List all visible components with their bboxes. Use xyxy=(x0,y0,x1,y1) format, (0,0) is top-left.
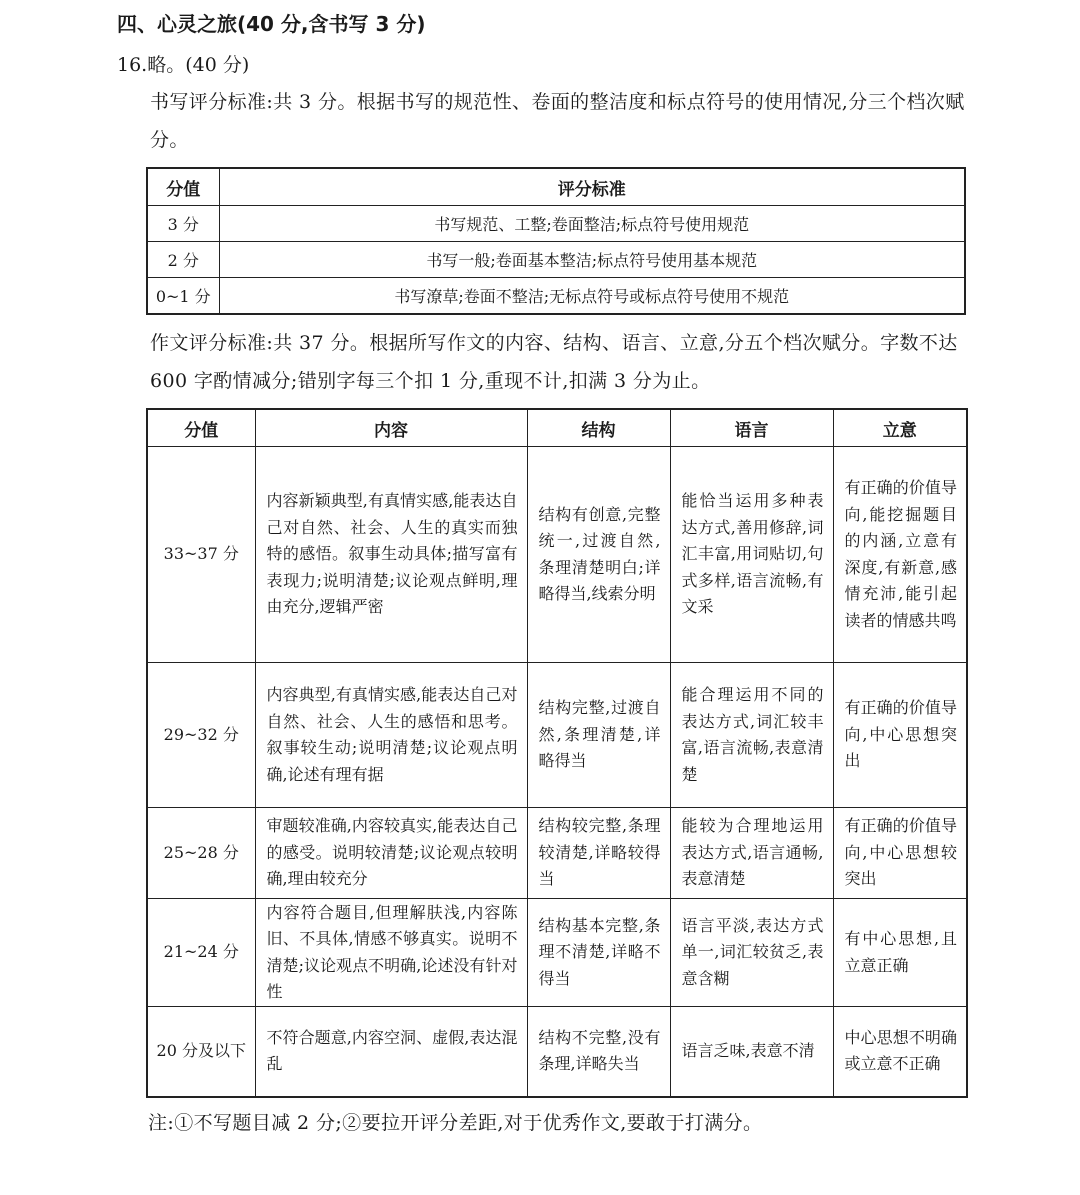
writing-criteria-intro: 书写评分标准:共 3 分。根据书写的规范性、卷面的整洁度和标点符号的使用情况,分三个档次赋分。 xyxy=(150,91,965,151)
score-cell: 33~37 分 xyxy=(147,447,255,663)
language-cell: 能合理运用不同的表达方式,词汇较丰富,语言流畅,表意清楚 xyxy=(670,663,833,808)
header-score: 分值 xyxy=(147,168,219,206)
theme-cell: 中心思想不明确或立意不正确 xyxy=(833,1007,967,1097)
language-cell: 语言乏味,表意不清 xyxy=(670,1007,833,1097)
table-row xyxy=(147,808,967,899)
question-16: 16.略。(40 分) xyxy=(117,54,250,76)
structure-cell: 结构较完整,条理较清楚,详略较得当 xyxy=(527,808,670,899)
theme-cell: 有中心思想,且立意正确 xyxy=(833,899,967,1007)
content-cell: 审题较准确,内容较真实,能表达自己的感受。说明较清楚;议论观点较明确,理由较充分 xyxy=(255,808,527,899)
theme-cell: 有正确的价值导向,中心思想较突出 xyxy=(833,808,967,899)
table-row xyxy=(147,899,967,1007)
footnote: 注:①不写题目减 2 分;②要拉开评分差距,对于优秀作文,要敢于打满分。 xyxy=(148,1112,763,1134)
header-score: 分值 xyxy=(147,409,255,447)
essay-score-table xyxy=(146,408,968,1098)
header-structure: 结构 xyxy=(527,409,670,447)
table-row xyxy=(147,663,967,808)
writing-score-table xyxy=(146,167,966,315)
content-cell: 内容典型,有真情实感,能表达自己对自然、社会、人生的感悟和思考。叙事较生动;说明清楚;议论观点明确,论述有理有据 xyxy=(255,663,527,808)
score-cell: 20 分及以下 xyxy=(147,1007,255,1097)
language-cell: 语言平淡,表达方式单一,词汇较贫乏,表意含糊 xyxy=(670,899,833,1007)
criteria-cell: 书写规范、工整;卷面整洁;标点符号使用规范 xyxy=(219,206,965,242)
table-header-row xyxy=(147,409,967,447)
structure-cell: 结构完整,过渡自然,条理清楚,详略得当 xyxy=(527,663,670,808)
table-row xyxy=(147,1007,967,1097)
table-header-row xyxy=(147,168,965,206)
theme-cell: 有正确的价值导向,中心思想突出 xyxy=(833,663,967,808)
content-cell: 不符合题意,内容空洞、虚假,表达混乱 xyxy=(255,1007,527,1097)
structure-cell: 结构有创意,完整统一,过渡自然,条理清楚明白;详略得当,线索分明 xyxy=(527,447,670,663)
language-cell: 能较为合理地运用表达方式,语言通畅,表意清楚 xyxy=(670,808,833,899)
section-title: 四、心灵之旅(40 分,含书写 3 分) xyxy=(117,12,426,36)
essay-criteria-intro: 作文评分标准:共 37 分。根据所写作文的内容、结构、语言、立意,分五个档次赋分。字数不达 600 字酌情减分;错别字每三个扣 1 分,重现不计,扣满 3 分为止。 xyxy=(150,332,958,392)
criteria-cell: 书写潦草;卷面不整洁;无标点符号或标点符号使用不规范 xyxy=(219,278,965,315)
score-cell: 29~32 分 xyxy=(147,663,255,808)
table-row xyxy=(147,447,967,663)
structure-cell: 结构不完整,没有条理,详略失当 xyxy=(527,1007,670,1097)
table-row xyxy=(147,242,965,278)
score-cell: 21~24 分 xyxy=(147,899,255,1007)
header-criteria: 评分标准 xyxy=(219,168,965,206)
content-cell: 内容符合题目,但理解肤浅,内容陈旧、不具体,情感不够真实。说明不清楚;议论观点不明确,论述没有针对性 xyxy=(255,899,527,1007)
language-cell: 能恰当运用多种表达方式,善用修辞,词汇丰富,用词贴切,句式多样,语言流畅,有文采 xyxy=(670,447,833,663)
structure-cell: 结构基本完整,条理不清楚,详略不得当 xyxy=(527,899,670,1007)
score-cell: 2 分 xyxy=(147,242,219,278)
criteria-cell: 书写一般;卷面基本整洁;标点符号使用基本规范 xyxy=(219,242,965,278)
score-cell: 25~28 分 xyxy=(147,808,255,899)
header-theme: 立意 xyxy=(833,409,967,447)
content-cell: 内容新颖典型,有真情实感,能表达自己对自然、社会、人生的真实而独特的感悟。叙事生动具体;描写富有表现力;说明清楚;议论观点鲜明,理由充分,逻辑严密 xyxy=(255,447,527,663)
table-row xyxy=(147,278,965,315)
header-language: 语言 xyxy=(670,409,833,447)
score-cell: 0~1 分 xyxy=(147,278,219,315)
theme-cell: 有正确的价值导向,能挖掘题目的内涵,立意有深度,有新意,感情充沛,能引起读者的情感共鸣 xyxy=(833,447,967,663)
score-cell: 3 分 xyxy=(147,206,219,242)
table-row xyxy=(147,206,965,242)
header-content: 内容 xyxy=(255,409,527,447)
